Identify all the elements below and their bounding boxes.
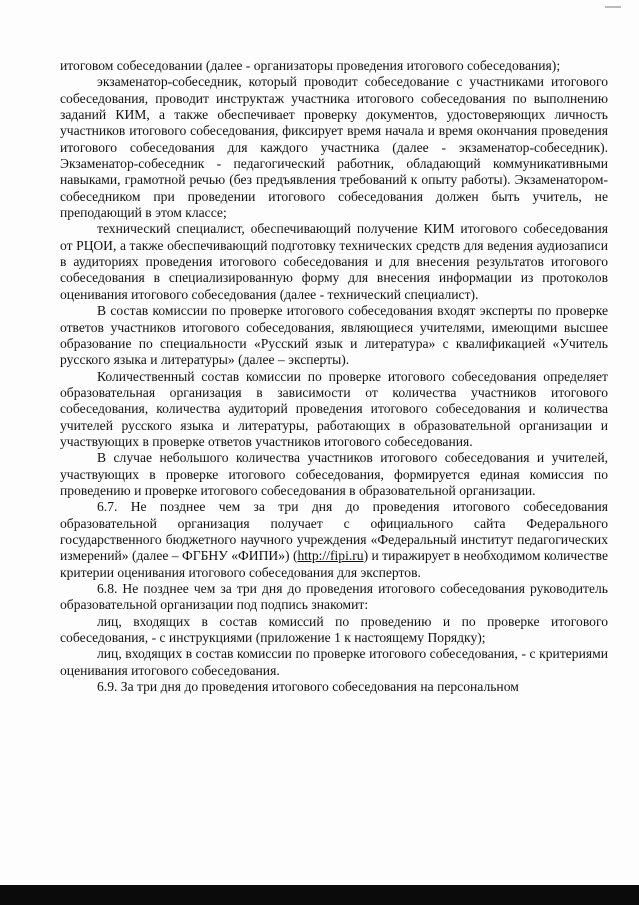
paragraph-technical-specialist: технический специалист, обеспечивающий получение КИМ итогового собеседования от РЦОИ, а также обеспечивающий подготовку технических средств для ведения аудиозаписи в аудиториях проведения итогового собеседования и для внесения результатов итогового собеседования в специализированную форму для внесения информации из протоколов оценивания итогового собеседования (далее - технический специалист).	[60, 221, 608, 302]
paragraph-examiner: экзаменатор-собеседник, который проводит собеседование с участниками итогового собеседования, проводит инструктаж участника итогового собеседования по выполнению заданий КИМ, а также обеспечивает проверку документов, удостоверяющих личность участников итогового собеседования, фиксирует время начала и время окончания проведения итогового собеседования для каждого участника (далее - экзаменатор-собеседник). Экзаменатор-собеседник - педагогический работник, обладающий коммуникативными навыками, грамотной речью (без предъявления требований к опыту работы). Экзаменатором-собеседником при проведении итогового собеседования должен быть учитель, не преподающий в этом классе;	[60, 74, 608, 221]
scan-bottom-border	[0, 885, 639, 905]
paragraph-criteria: лиц, входящих в состав комиссии по проверке итогового собеседования, - с критериями оценивания итогового собеседования.	[60, 646, 608, 678]
document-body	[60, 58, 608, 695]
paragraph-6-8: 6.8. Не позднее чем за три дня до проведения итогового собеседования руководитель образовательной организации под подпись знакомит:	[60, 581, 608, 613]
paragraph-6-7	[60, 499, 608, 581]
paragraph-commission-composition: В состав комиссии по проверке итогового собеседования входят эксперты по проверке ответов участников итогового собеседования, являющиеся учителями, имеющими высшее образование по специальности «Русский язык и литература» с квалификацией «Учитель русского языка и литературы» (далее – эксперты).	[60, 303, 608, 368]
paragraph-6-9: 6.9. За три дня до проведения итогового собеседования на персональном	[97, 679, 519, 695]
paragraph-instructions: лиц, входящих в состав комиссий по проведению и по проверке итогового собеседования, - с инструкциями (приложение 1 к настоящему Порядку);	[60, 613, 608, 646]
fipi-link[interactable]: http://fipi.ru	[297, 548, 364, 564]
scan-artifact	[605, 6, 621, 8]
paragraph-6-7-text: 6.7. Не позднее чем за три дня до проведения итогового собеседования образовательной организация получает с официального сайта Федерального государственного бюджетного научного учреждения «Федеральный институт педагогических измерений» (далее – ФГБНУ «ФИПИ») (	[60, 499, 608, 564]
paragraph-commission-size: Количественный состав комиссии по проверке итогового собеседования определяет образовательная организация в зависимости от количества участников итогового собеседования, количества аудиторий проведения итогового собеседования и количества учителей русского языка и литературы, работающих в образовательной организации и участвующих в проверке ответов участников итогового собеседования.	[60, 368, 608, 449]
paragraph-6-7-text-end: ) и тиражирует в необходимом количестве критерии оценивания итогового собеседования для экспертов.	[60, 548, 608, 580]
paragraph-single-commission: В случае небольшого количества участников итогового собеседования и учителей, участвующих в проверке итогового собеседования, формируется единая комиссия по проведению и проверке итогового собеседования в образовательной организации.	[60, 450, 608, 498]
paragraph-organizers: итоговом собеседовании (далее - организаторы проведения итогового собеседования);	[60, 58, 561, 73]
